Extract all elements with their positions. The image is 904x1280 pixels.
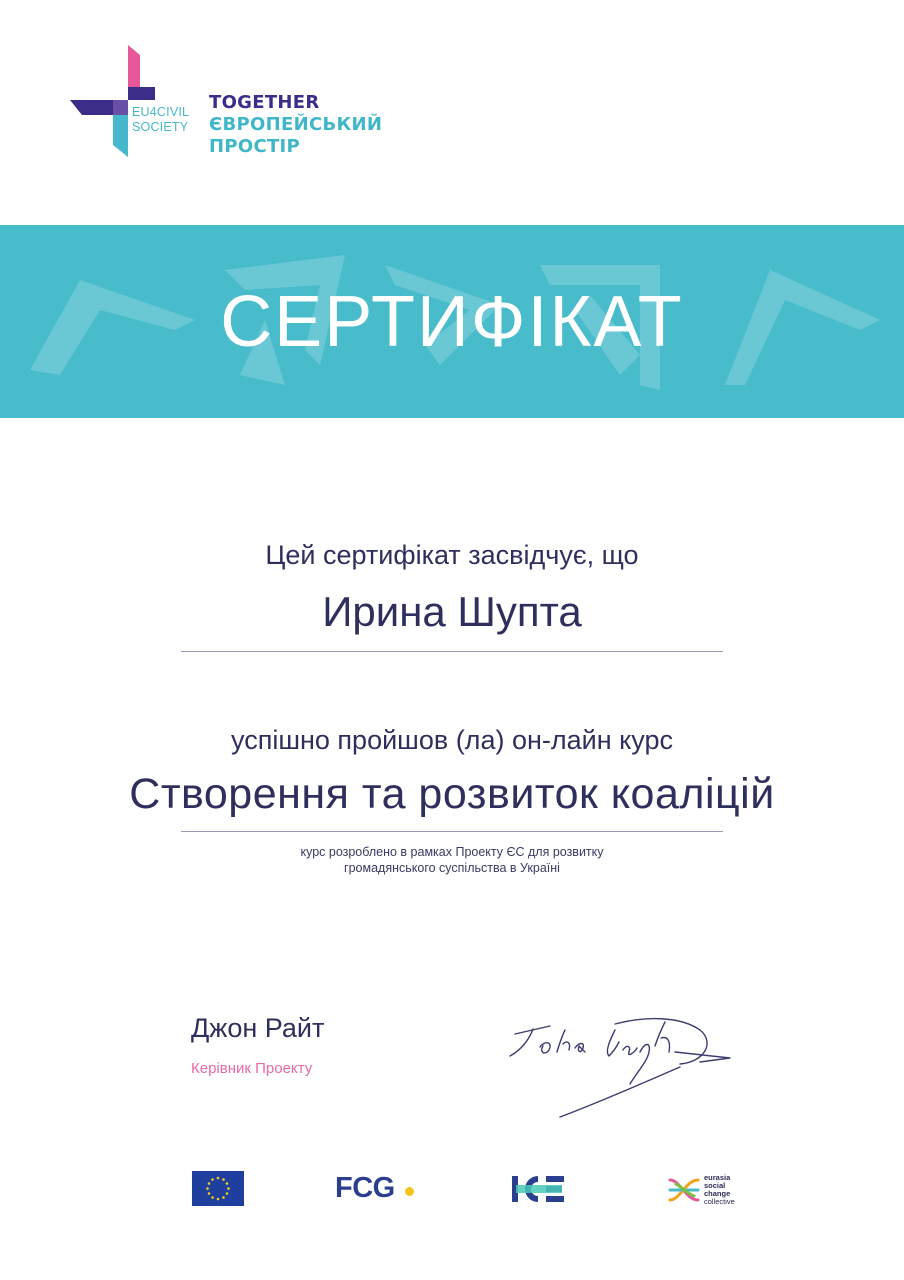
course-note-line2: громадянського суспільства в Україні (344, 861, 560, 875)
course-note-line1: курс розроблено в рамках Проекту ЄС для розвитку (300, 845, 604, 859)
fcg-logo-text: FCG (335, 1172, 395, 1204)
ice-logo-icon (510, 1173, 566, 1205)
handwritten-signature (505, 1012, 735, 1122)
certificate-banner (0, 225, 904, 418)
completion-text: успішно пройшов (ла) он-лайн курс (231, 725, 673, 755)
signatory-name: Джон Райт (191, 1013, 325, 1043)
logo-mark-line2: SOCIETY (132, 120, 189, 134)
esc-line2: social (704, 1181, 726, 1190)
certificate-title: СЕРТИФІКАТ (220, 281, 684, 362)
eu-flag-icon (192, 1171, 244, 1206)
logo-line-space: ПРОСТІР (209, 136, 301, 157)
fcg-dot-icon (405, 1187, 414, 1196)
esc-line4: collective (704, 1197, 735, 1206)
course-title: Створення та розвиток коаліцій (129, 770, 775, 818)
esc-symbol-icon (668, 1175, 702, 1205)
logo-mark-text (132, 105, 212, 135)
signatory-role: Керівник Проекту (191, 1060, 313, 1077)
logo-line-european: ЄВРОПЕЙСЬКИЙ (209, 114, 383, 135)
esc-line3: change (704, 1189, 731, 1198)
course-underline (181, 831, 723, 832)
logo-mark-line1: EU4CIVIL (132, 105, 190, 119)
esc-logo-text (704, 1174, 735, 1206)
pinwheel-logo-icon (70, 45, 195, 160)
course-note (0, 844, 904, 876)
name-underline (181, 651, 723, 652)
fcg-logo (335, 1172, 420, 1204)
logo-line-together: TOGETHER (209, 92, 320, 113)
intro-text: Цей сертифікат засвідчує, що (265, 540, 639, 570)
recipient-name: Ирина Шупта (322, 588, 582, 635)
logo-wordmark (209, 92, 382, 158)
eu4civilsociety-logo (70, 45, 400, 160)
esc-line1: eurasia (704, 1173, 731, 1182)
eurasia-social-change-logo (668, 1173, 758, 1207)
